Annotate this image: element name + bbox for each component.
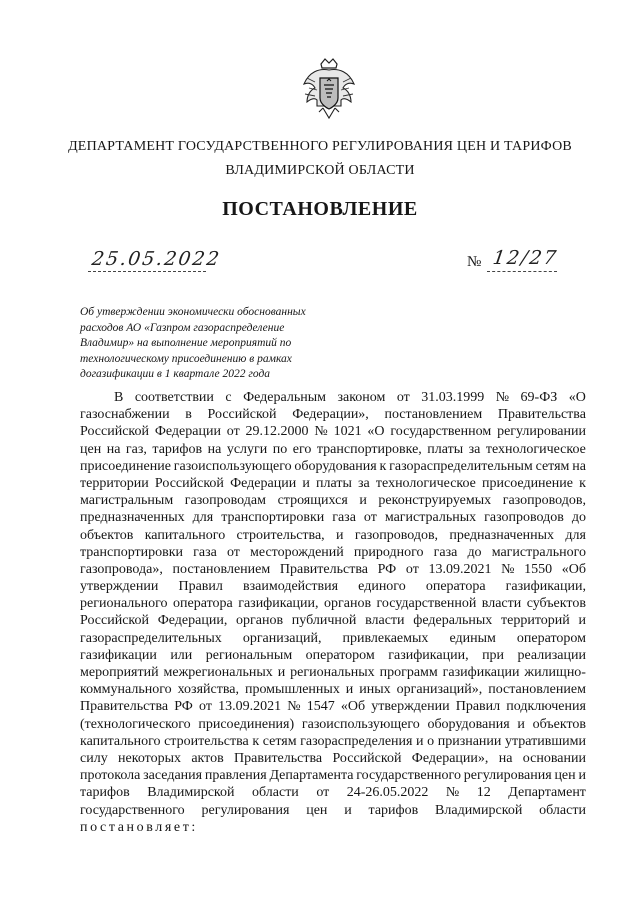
body-word: газификации, (238, 596, 319, 612)
body-word: газопровода», (80, 561, 163, 577)
subject-block (80, 305, 330, 383)
body-word: и (336, 527, 344, 543)
body-word: и (578, 768, 586, 784)
body-word: региональных (290, 665, 375, 680)
body-word: или (170, 647, 193, 663)
body-word: 69-ФЗ (520, 390, 558, 405)
body-word: от (226, 544, 240, 560)
body-line (80, 647, 586, 664)
body-word: силу (80, 750, 108, 766)
body-word: и (345, 682, 354, 698)
body-word: на (207, 441, 222, 457)
body-word: строящихся (277, 493, 348, 509)
body-word: субъектов (526, 596, 586, 612)
body-word: Правительства (497, 407, 586, 423)
body-word: 13.09.2021 (218, 699, 282, 715)
subject-line: догазификации в 1 квартале 2022 года (80, 368, 271, 380)
body-word: территории (80, 475, 149, 491)
body-word: газификации (442, 665, 520, 680)
body-word: до (467, 544, 482, 560)
body-word: транспортировки (221, 510, 325, 526)
body-word: 1021 (333, 424, 362, 440)
body-word: к (379, 458, 387, 474)
body-word: постановляет: (80, 819, 198, 835)
body-word: межрегиональных (163, 665, 273, 680)
body-word: «О (367, 424, 385, 440)
body-word: промышленных (244, 682, 340, 698)
body-word: услуги (226, 441, 268, 457)
body-word: иных (359, 682, 391, 698)
body-word: Федерации», (411, 750, 489, 766)
body-word: реконструируемых (378, 493, 492, 509)
body-word: программ (379, 665, 438, 680)
body-word: газоиспользующего (301, 716, 420, 732)
body-word: тарифов (152, 441, 203, 457)
body-word: правления (204, 768, 267, 784)
body-word: территорий (501, 613, 570, 629)
body-line (80, 595, 586, 612)
body-word: органов (324, 596, 372, 612)
body-word: за (358, 475, 370, 491)
body-line (80, 578, 586, 595)
body-word: государственного (80, 802, 185, 818)
body-word: газа (193, 544, 217, 560)
body-line (80, 561, 586, 578)
body-word: публичной (291, 613, 357, 629)
body-line (80, 681, 586, 698)
body-word: на (572, 458, 586, 474)
body-word: государственной (376, 596, 477, 612)
body-word: газификации, (505, 579, 586, 595)
body-word: о (427, 733, 435, 749)
body-word: цен (554, 768, 576, 784)
body-word: некоторых (118, 750, 181, 766)
body-line (80, 802, 586, 819)
body-word: области (539, 802, 586, 818)
body-word: по (272, 441, 288, 457)
body-word: газа (433, 544, 458, 560)
body-line (80, 423, 586, 440)
body-line (80, 784, 586, 801)
body-word: области (252, 785, 299, 801)
body-word: присоединения) (198, 716, 295, 732)
body-word: коммунального (80, 682, 172, 698)
document-number: 12/27 (491, 247, 560, 269)
body-word: строительства (164, 733, 249, 749)
body-word: утратившими (504, 733, 586, 749)
body-word: 12 (476, 785, 491, 801)
body-word: реализации (517, 647, 586, 663)
body-line (80, 716, 586, 733)
body-word: 1550 (524, 561, 553, 577)
body-word: Федерации», (292, 407, 369, 423)
body-word: и (359, 493, 367, 509)
body-word: регионального (80, 596, 168, 612)
body-word: технологическое (485, 441, 586, 457)
body-word: и (416, 733, 424, 749)
body-word: РФ (377, 561, 397, 577)
body-word: государственного (356, 768, 461, 784)
body-word: платы (427, 441, 464, 457)
body-word: газопроводов (484, 510, 564, 526)
body-word: месторождений (250, 544, 344, 560)
body-word: № (501, 561, 515, 577)
body-word: сетям (535, 458, 570, 474)
body-word: и (302, 475, 310, 491)
body-word: основании (522, 750, 586, 766)
body-word: к (252, 733, 260, 749)
body-word: Правил (455, 699, 501, 715)
body-word: «Об (561, 561, 586, 577)
body-line (80, 698, 586, 715)
body-word: капитального (80, 733, 161, 749)
body-word: магистрального (491, 544, 586, 560)
body-line (80, 441, 586, 458)
body-word: организаций», (396, 682, 483, 698)
subject-line: технологическому присоединению в рамках (80, 352, 292, 365)
body-word: В (114, 390, 124, 405)
subject-line: Владимир» на выполнение мероприятий по (80, 337, 292, 349)
body-word: № (495, 390, 510, 405)
department-name-line2: ВЛАДИМИРСКОЙ ОБЛАСТИ (225, 163, 415, 178)
body-word: Федерации (230, 475, 297, 491)
body-word: в (185, 407, 192, 423)
body-word: предназначенных (80, 510, 185, 526)
body-word: на (106, 441, 121, 457)
body-word: мероприятий (80, 665, 159, 680)
body-word: регулирования (463, 768, 552, 784)
body-word: «О (568, 390, 586, 405)
body-word: Федерации (154, 424, 221, 440)
body-word: актов (191, 750, 224, 766)
body-line (80, 544, 586, 561)
body-word: газа (332, 510, 356, 526)
body-word: газопроводам (184, 493, 266, 509)
body-line (80, 733, 586, 750)
subject-line: расходов АО «Газпром газораспределение (80, 321, 285, 334)
body-word: власти (481, 596, 522, 612)
body-line (80, 458, 586, 475)
body-word: Российской (80, 613, 149, 629)
body-word: заседания (143, 768, 203, 784)
body-line (80, 750, 586, 767)
body-word: с (225, 390, 232, 405)
body-word: транспортировки (80, 544, 184, 560)
body-word: газификации, (388, 647, 469, 663)
body-word: № (445, 785, 460, 801)
body-word: цен (80, 441, 102, 457)
date-underline (88, 271, 206, 273)
body-word: федеральных (413, 613, 493, 629)
body-word: постановлением (172, 561, 271, 577)
body-word: газоснабжении (80, 407, 170, 423)
body-word: оператором (516, 630, 586, 646)
body-word: законом (337, 390, 386, 405)
body-word: газораспределительным (389, 458, 533, 474)
body-word: присоединение (482, 475, 573, 491)
body-word: от (405, 561, 419, 577)
body-word: 13.09.2021 (428, 561, 492, 577)
body-word: протокола (80, 768, 141, 784)
body-word: Департамента (269, 768, 354, 784)
body-line (80, 389, 586, 406)
body-word: технологическое (375, 475, 476, 491)
body-word: регулировании (497, 424, 586, 440)
number-label: № (467, 254, 482, 270)
body-word: от (396, 390, 410, 405)
body-word: привлекаемых (342, 630, 429, 646)
body-word: Правительства (234, 750, 323, 766)
department-name-line1: ДЕПАРТАМЕНТ ГОСУДАРСТВЕННОГО РЕГУЛИРОВАНИЯ ЦЕН И ТАРИФОВ (68, 139, 572, 154)
body-line (80, 475, 586, 492)
body-word: организаций, (242, 630, 322, 646)
body-word: от (199, 699, 212, 715)
body-word: утверждении (80, 579, 159, 595)
body-word: тарифов (368, 802, 419, 818)
body-word: 31.03.1999 (421, 390, 485, 405)
body-word: строительства, (236, 527, 325, 543)
body-word: Правительства (279, 561, 368, 577)
body-word: магистральным (80, 493, 174, 509)
body-word: РФ (174, 699, 193, 715)
body-word: постановлением (488, 682, 586, 698)
body-line (80, 406, 586, 423)
body-word: № (287, 699, 301, 715)
body-word: (технологического (80, 716, 191, 732)
body-word: и (344, 802, 352, 818)
body-word: Правительства (80, 699, 169, 715)
body-word: и (517, 716, 525, 732)
body-word: на (498, 750, 513, 766)
body-word: магистральных (384, 510, 477, 526)
body-line (80, 819, 586, 836)
body-word: Федеральным (243, 390, 326, 405)
body-word: оператором (305, 647, 375, 663)
body-line (80, 612, 586, 629)
body-word: Правил (178, 579, 223, 595)
body-word: платы (316, 475, 352, 491)
body-word: при (482, 647, 505, 663)
body-word: оборудования (427, 716, 510, 732)
body-word: его (292, 441, 312, 457)
body-word: 24-26.05.2022 (346, 785, 429, 801)
body-word: Российской (207, 407, 277, 423)
body-word: Российской (332, 750, 402, 766)
body-word: для (192, 510, 214, 526)
subject-line: Об утверждении экономически обоснованных (80, 306, 306, 318)
body-word: оператора (425, 579, 486, 595)
body-word: за (468, 441, 481, 457)
body-text (80, 389, 586, 836)
body-word: газоиспользующего (173, 458, 292, 474)
body-word: постановлением (384, 407, 483, 423)
body-word: объектов (532, 716, 586, 732)
body-word: Владимирской (147, 785, 235, 801)
body-word: утверждении (371, 699, 450, 715)
body-line (80, 767, 586, 784)
body-word: соответствии (134, 390, 214, 405)
body-word: газораспределительных (80, 630, 222, 646)
body-word: Владимирской (435, 802, 523, 818)
body-word: органов (236, 613, 284, 629)
body-word: взаимодействия (243, 579, 339, 595)
body-word: газопроводов, (502, 493, 586, 509)
body-word: от (363, 510, 377, 526)
body-line (80, 492, 586, 509)
body-word: от (316, 785, 330, 801)
body-word: жилищно- (524, 665, 586, 680)
body-word: оборудования (294, 458, 377, 474)
body-word: «Об (340, 699, 366, 715)
body-word: газопроводов, (354, 527, 439, 543)
body-word: цен (306, 802, 328, 818)
body-word: 29.12.2000 (245, 424, 309, 440)
body-line (80, 630, 586, 647)
body-word: № (314, 424, 328, 440)
body-word: Российской (154, 475, 224, 491)
body-word: признании (437, 733, 502, 749)
body-word: сетям (262, 733, 297, 749)
body-word: и (277, 665, 286, 680)
body-word: регулирования (201, 802, 290, 818)
number-underline (487, 271, 557, 273)
body-word: государственном (390, 424, 492, 440)
body-word: Федерации, (157, 613, 228, 629)
body-word: 1547 (306, 699, 335, 715)
body-word: от (226, 424, 240, 440)
body-word: Департамент (508, 785, 586, 801)
body-word: единым (449, 630, 496, 646)
body-word: хозяйства, (177, 682, 239, 698)
body-line (80, 664, 586, 681)
body-word: власти (365, 613, 405, 629)
document-date: 25.05.2022 (90, 248, 223, 270)
body-word: тарифов (80, 785, 130, 801)
body-word: транспортировке, (316, 441, 422, 457)
body-word: капитального (144, 527, 226, 543)
document-type-title: ПОСТАНОВЛЕНИЕ (222, 198, 418, 220)
coat-of-arms-icon (301, 58, 357, 122)
body-word: газификации (80, 647, 157, 663)
body-line (80, 509, 586, 526)
body-word: объектов (80, 527, 134, 543)
body-word: к (579, 475, 586, 491)
body-word: газораспределения (300, 733, 413, 749)
body-word: предназначенных (449, 527, 555, 543)
body-word: газ, (125, 441, 147, 457)
body-word: присоединение (80, 458, 171, 474)
body-word: до (571, 510, 586, 526)
body-word: оператора (173, 596, 233, 612)
body-word: природного (353, 544, 424, 560)
body-word: региональным (205, 647, 293, 663)
body-word: подключения (506, 699, 586, 715)
body-word: и (578, 613, 586, 629)
body-word: для (565, 527, 586, 543)
body-word: единого (358, 579, 406, 595)
body-line (80, 527, 586, 544)
body-word: Российской (80, 424, 149, 440)
